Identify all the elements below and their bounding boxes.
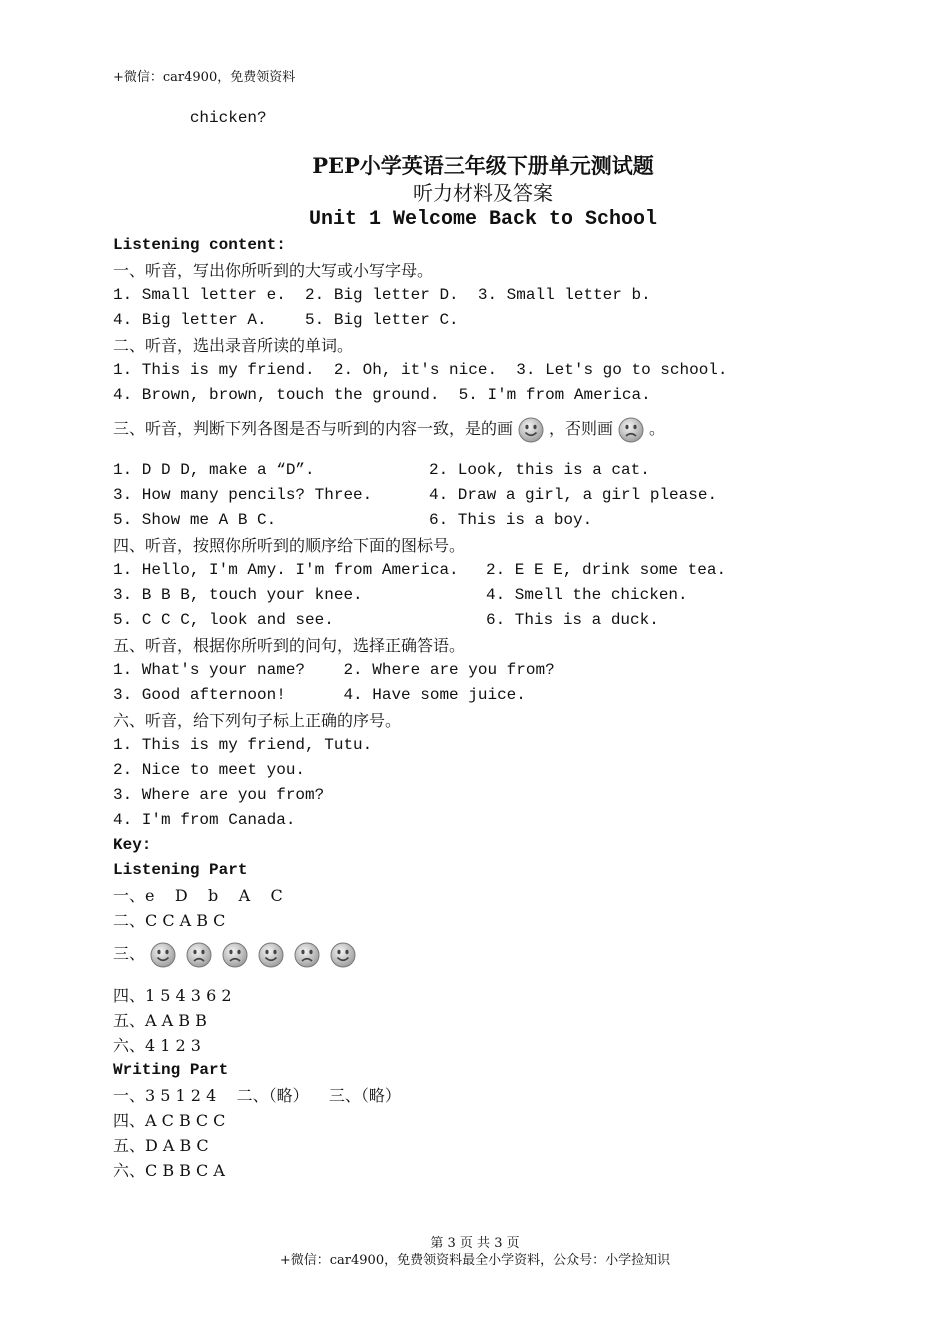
key-answer: 五、A A B B xyxy=(113,1011,207,1030)
section-1-line: 1. Small letter e. 2. Big letter D. 3. Small letter b. xyxy=(113,286,651,304)
listening-content-label: Listening content: xyxy=(113,236,286,254)
section-4-heading: 四、听音，按照你所听到的顺序给下面的图标号。 xyxy=(113,536,466,555)
section-6-heading: 六、听音，给下列句子标上正确的序号。 xyxy=(113,711,402,730)
section-6-line: 2. Nice to meet you. xyxy=(113,761,306,779)
section-4-row xyxy=(113,558,853,583)
key-answer-prefix: 三、 xyxy=(113,944,146,963)
key-answer: 二、C C A B C xyxy=(113,911,226,930)
section-3-item: 4. Draw a girl, a girl please. xyxy=(429,486,718,504)
section-6-line: 4. I'm from Canada. xyxy=(113,811,296,829)
writing-part-label: Writing Part xyxy=(113,1061,229,1079)
section-4-row xyxy=(113,583,853,608)
frowny-face-icon xyxy=(186,942,212,968)
key-answer: 一、e D b A C xyxy=(113,886,283,905)
key-answer: 五、D A B C xyxy=(113,1136,209,1155)
section-4-row xyxy=(113,608,853,633)
smiley-face-icon xyxy=(518,417,544,443)
smiley-face-icon xyxy=(258,942,284,968)
smiley-face-icon xyxy=(150,942,176,968)
section-3-heading-text: 。 xyxy=(649,419,666,438)
section-3-item: 5. Show me A B C. xyxy=(113,511,277,529)
section-4-item: 5. C C C, look and see. xyxy=(113,611,334,629)
section-2-heading: 二、听音，选出录音所读的单词。 xyxy=(113,336,354,355)
key-answer: 六、4 1 2 3 xyxy=(113,1036,201,1055)
frowny-face-icon xyxy=(222,942,248,968)
section-3-item: 6. This is a boy. xyxy=(429,511,593,529)
section-4-item: 6. This is a duck. xyxy=(486,611,659,629)
answer-faces xyxy=(145,944,361,963)
section-5-line: 3. Good afternoon! 4. Have some juice. xyxy=(113,686,526,704)
key-answer-faces xyxy=(113,933,853,975)
section-3-heading-text: 三、听音，判断下列各图是否与听到的内容一致，是的画 xyxy=(113,419,514,438)
top-line: chicken? xyxy=(113,109,267,127)
section-2-line: 4. Brown, brown, touch the ground. 5. I'm from America. xyxy=(113,386,651,404)
frowny-face-icon xyxy=(294,942,320,968)
section-3-item: 2. Look, this is a cat. xyxy=(429,461,650,479)
section-4-item: 1. Hello, I'm Amy. I'm from America. xyxy=(113,561,459,579)
unit-title: Unit 1 Welcome Back to School xyxy=(308,208,658,231)
section-4-item: 2. E E E, drink some tea. xyxy=(486,561,727,579)
section-3-item: 1. D D D, make a “D”. xyxy=(113,461,315,479)
section-3-heading-text: ，否则画 xyxy=(549,419,614,438)
section-5-heading: 五、听音，根据你所听到的问句，选择正确答语。 xyxy=(113,636,466,655)
section-5-line: 1. What's your name? 2. Where are you from? xyxy=(113,661,555,679)
section-4-item: 3. B B B, touch your knee. xyxy=(113,586,363,604)
section-3-row xyxy=(113,508,853,533)
listening-part-label: Listening Part xyxy=(113,861,248,879)
section-3-heading xyxy=(113,408,853,450)
key-answer: 六、C B B C A xyxy=(113,1161,225,1180)
section-4-item: 4. Smell the chicken. xyxy=(486,586,688,604)
section-1-heading: 一、听音，写出你所听到的大写或小写字母。 xyxy=(113,261,434,280)
page-header: +微信：car4900，免费领资料 xyxy=(113,70,296,85)
key-label: Key: xyxy=(113,836,152,854)
section-6-line: 1. This is my friend, Tutu. xyxy=(113,736,373,754)
document-subtitle: 听力材料及答案 xyxy=(413,181,553,205)
section-1-line: 4. Big letter A. 5. Big letter C. xyxy=(113,311,459,329)
section-3-item: 3. How many pencils? Three. xyxy=(113,486,373,504)
page-number: 第 3 页 共 3 页 xyxy=(430,1236,520,1251)
footer-note: +微信：car4900，免费领资料最全小学资料，公众号：小学捡知识 xyxy=(279,1253,671,1268)
key-answer: 四、A C B C C xyxy=(113,1111,226,1130)
section-6-line: 3. Where are you from? xyxy=(113,786,325,804)
smiley-face-icon xyxy=(330,942,356,968)
section-2-line: 1. This is my friend. 2. Oh, it's nice. 3. Let's go to school. xyxy=(113,361,728,379)
document-title: PEP小学英语三年级下册单元测试题 xyxy=(312,153,654,178)
key-answer: 一、3 5 1 2 4 二、（略） 三、（略） xyxy=(113,1086,401,1105)
section-3-row xyxy=(113,458,853,483)
frowny-face-icon xyxy=(618,417,644,443)
section-3-row xyxy=(113,483,853,508)
key-answer: 四、1 5 4 3 6 2 xyxy=(113,986,232,1005)
document-body xyxy=(113,106,853,1183)
